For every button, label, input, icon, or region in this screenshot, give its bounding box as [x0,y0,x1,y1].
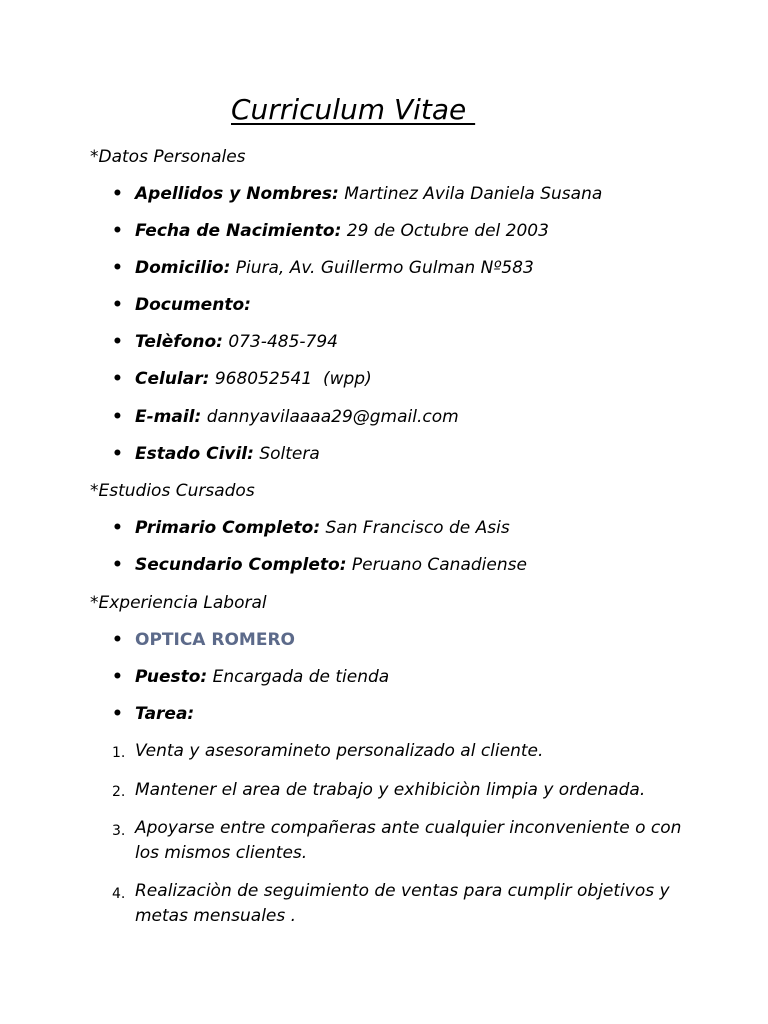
field-label: Primario Completo: [135,518,321,538]
tasks-label: Tarea: [135,704,195,724]
field-label: Fecha de Nacimiento: [135,221,342,241]
field-label: Secundario Completo: [135,555,347,575]
section-heading-experience: *Experiencia Laboral [90,593,267,613]
task-text: Realizaciòn de seguimiento de ventas para cumplir objetivos y metas mensuales . [135,881,670,926]
field-value: dannyavilaaaa29@gmail.com [201,407,459,427]
bullet-icon: • [112,555,123,575]
field-label: Domicilio: [135,258,231,278]
field-value: Piura, Av. Guillermo Gulman Nº583 [230,258,534,278]
bullet-icon: • [112,221,123,241]
field-label: Documento: [135,295,251,315]
task-number: 2. [112,784,126,800]
bullet-icon: • [112,258,123,278]
bullet-icon: • [112,667,123,687]
field-value: Encargada de tienda [207,667,390,687]
field-value: Martinez Avila Daniela Susana [338,184,603,204]
field-label: E-mail: [135,407,202,427]
field-label: Puesto: [135,667,208,687]
field-value: Peruano Canadiense [346,555,527,575]
section-heading-studies: *Estudios Cursados [90,481,255,501]
field-value: 29 de Octubre del 2003 [341,221,549,241]
task-number: 4. [112,886,126,902]
field-label: Estado Civil: [135,444,254,464]
field-value: 968052541 (wpp) [209,369,372,389]
task-text: Venta y asesoramineto personalizado al cliente. [135,741,544,761]
section-heading-personal: *Datos Personales [90,147,246,167]
field-label: Apellidos y Nombres: [135,184,339,204]
bullet-icon: • [112,184,123,204]
task-number: 3. [112,823,126,839]
bullet-icon: • [112,518,123,538]
page-title: Curriculum Vitae [231,93,476,126]
bullet-icon: • [112,407,123,427]
bullet-icon: • [112,332,123,352]
bullet-icon: • [112,369,123,389]
field-value: San Francisco de Asis [320,518,510,538]
task-text: Mantener el area de trabajo y exhibiciòn limpia y ordenada. [135,780,646,800]
field-label: Celular: [135,369,210,389]
bullet-icon: • [112,295,123,315]
field-label: Telèfono: [135,332,223,352]
task-text: Apoyarse entre compañeras ante cualquier inconveniente o con los mismos clientes. [135,818,682,863]
bullet-icon: • [112,630,123,650]
company-name: OPTICA ROMERO [135,630,295,650]
task-number: 1. [112,745,126,761]
field-value: Soltera [253,444,320,464]
bullet-icon: • [112,444,123,464]
bullet-icon: • [112,704,123,724]
field-value: 073-485-794 [222,332,338,352]
